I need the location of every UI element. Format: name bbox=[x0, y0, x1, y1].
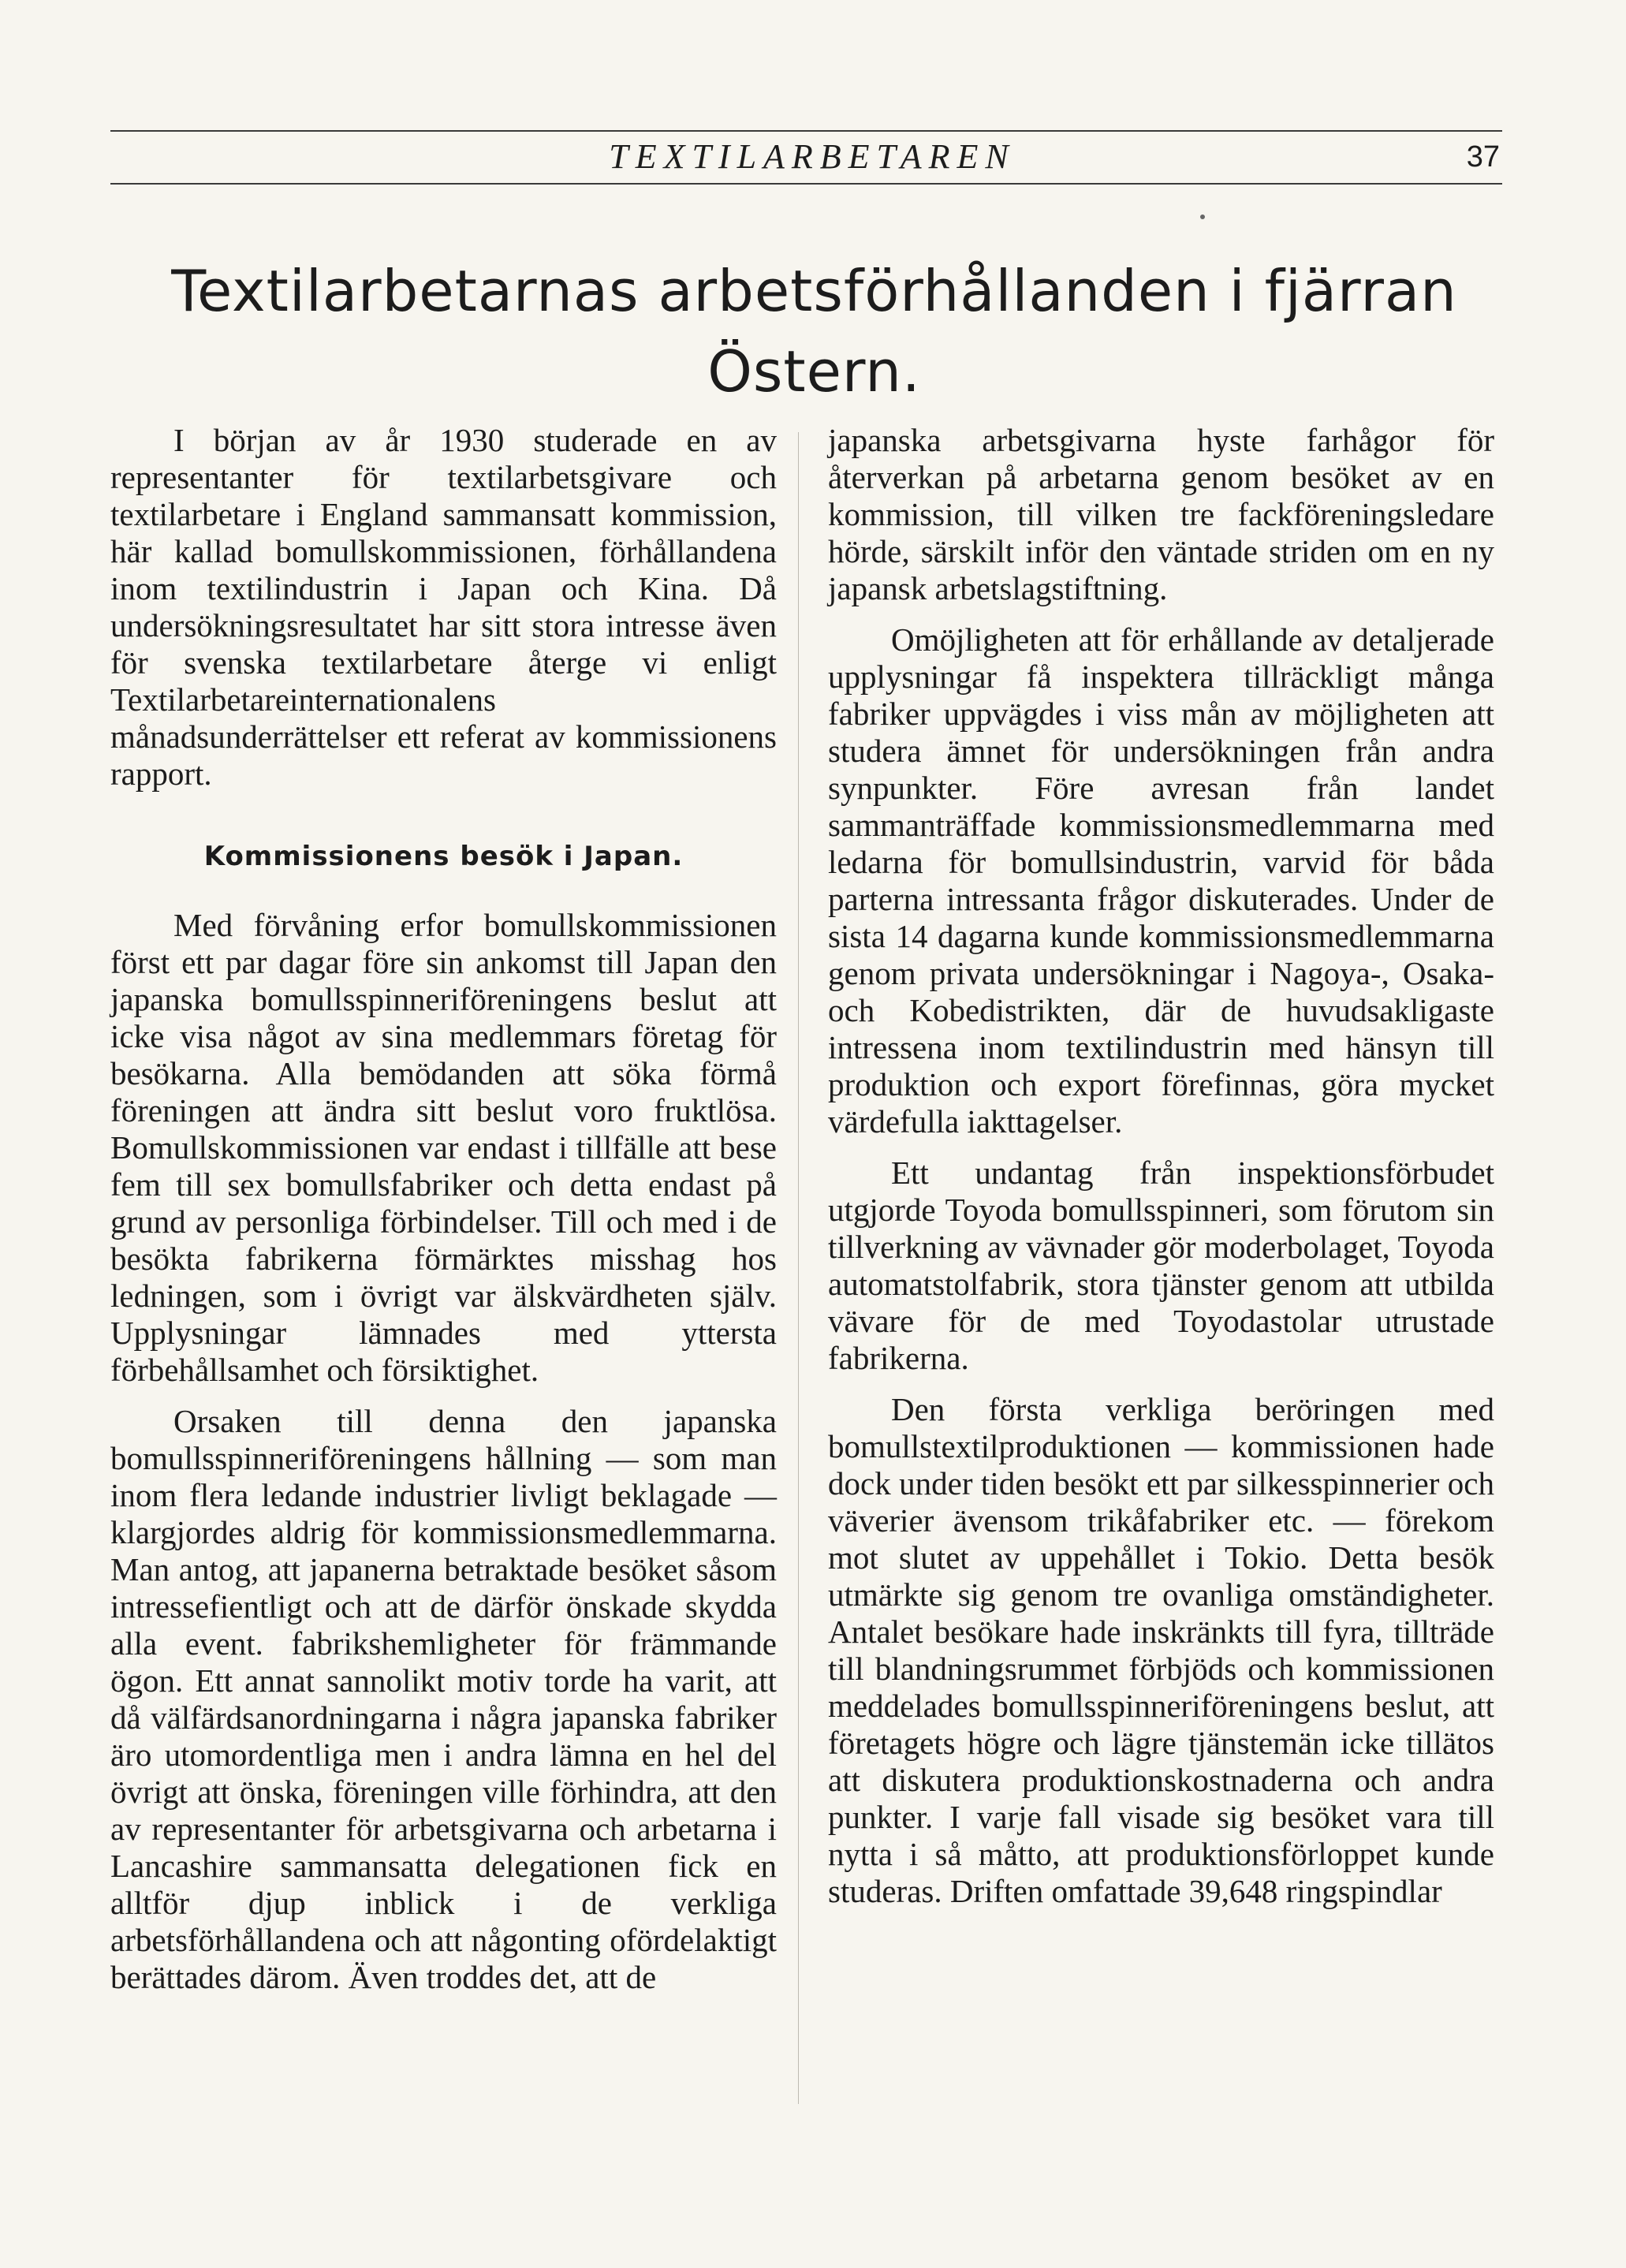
article-title bbox=[110, 251, 1518, 412]
right-column bbox=[828, 422, 1494, 1910]
paragraph: I början av år 1930 studerade en av representanter för textilarbetsgivare och textilarbetare i England sammansatt kommission, här kallad bomullskommissionen, förhållandena inom textilindustrin i Japan och Kina. Då undersökningsresultatet har sitt stora intresse även för svenska textilarbetare återge vi enligt Textilarbetareinternationalens månadsunderrättelser ett referat av kommissionens rapport. bbox=[110, 422, 777, 792]
paragraph: Den första verkliga beröringen med bomullstextilproduktionen — kommissionen hade dock under tiden besökt ett par silkesspinnerier och väverier ävensom trikåfabriker etc. — förekom mot slutet av uppehållet i Tokio. Detta besök utmärkte sig genom tre ovanliga omständigheter. Antalet besökare hade inskränkts till fyra, tillträde till blandningsrummet förbjöds och kommissionen meddelades bomullsspinneriföreningens beslut, att företagets högre och lägre tjänstemän icke tillätos att diskutera produktionskostnaderna och andra punkter. I varje fall visade sig besöket vara till nytta i så måtto, att produktionsförloppet kunde studeras. Driften omfattade 39,648 ringspindlar bbox=[828, 1391, 1494, 1909]
left-column bbox=[110, 422, 777, 1996]
header-rule-bottom bbox=[110, 183, 1502, 185]
column-divider bbox=[798, 432, 799, 2104]
section-subheading: Kommissionens besök i Japan. bbox=[203, 841, 684, 872]
paragraph: Omöjligheten att för erhållande av detaljerade upplysningar få inspektera tillräckligt många fabriker uppvägdes i viss mån av möjligheten att studera ämnet för undersökningen från andra synpunkter. Före avresan från landet sammanträffade kommissionsmedlemmarna med ledarna för bomullsindustrin, varvid för båda parterna intressanta frågor diskuterades. Under de sista 14 dagarna kunde kommissionsmedlemmarna genom privata undersökningar i Nagoya-, Osaka- och Kobedistrikten, där de huvudsakligaste intressena inom textilindustrin med hänsyn till produktion och export förefinnas, göra mycket värdefulla iakttagelser. bbox=[828, 621, 1494, 1140]
paragraph: japanska arbetsgivarna hyste farhågor för återverkan på arbetarna genom besöket av en kommission, till vilken tre fackföreningsledare hörde, särskilt inför den väntade striden om en ny japansk arbetslagstiftning. bbox=[828, 422, 1494, 606]
page-number: 37 bbox=[1466, 140, 1500, 173]
header-rule-top bbox=[110, 130, 1502, 132]
paragraph: Med förvåning erfor bomullskommissionen först ett par dagar före sin ankomst till Japan den japanska bomullsspinneriföreningens beslut att icke visa något av sina medlemmars företag för besökarna. Alla bemödanden att söka förmå föreningen att ändra sitt beslut voro fruktlösa. Bomullskommissionen var endast i tillfälle att bese fem till sex bomullsfabriker och detta endast på grund av personliga förbindelser. Till och med i de besökta fabrikerna förmärktes misshag hos ledningen, som i övrigt var älskvärdheten själv. Upplysningar lämnades med yttersta förbehållsamhet och försiktighet. bbox=[110, 907, 777, 1388]
print-speck bbox=[1200, 214, 1205, 219]
paragraph: Orsaken till denna den japanska bomullsspinneriföreningens hållning — som man inom flera ledande industrier livligt beklagade — klargjordes aldrig för kommissionsmedlemmarna. Man antog, att japanerna betraktade besöket såsom intressefientligt och att de därför önskade skydda alla event. fabrikshemligheter för främmande ögon. Ett annat sannolikt motiv torde ha varit, att då välfärdsanordningarna i några japanska fabriker äro utomordentliga men i andra lämna en hel del övrigt att önska, föreningen ville förhindra, att den av representanter för arbetsgivarna och arbetarna i Lancashire sammansatta delegationen fick en alltför djup inblick i de verkliga arbetsförhållandena och att någonting ofördelaktigt berättades därom. Även troddes det, att de bbox=[110, 1403, 777, 1995]
article-title-line-1: Textilarbetarnas arbetsförhållanden i fjärran bbox=[171, 258, 1457, 324]
paragraph: Ett undantag från inspektionsförbudet utgjorde Toyoda bomullsspinneri, som förutom sin tillverkning av vävnader gör moderbolaget, Toyoda automatstolfabrik, stora tjänster genom att utbilda vävare för de med Toyodastolar utrustade fabrikerna. bbox=[828, 1155, 1494, 1376]
article-title-line-2: Östern. bbox=[707, 338, 921, 405]
running-title: TEXTILARBETAREN bbox=[609, 137, 1016, 176]
